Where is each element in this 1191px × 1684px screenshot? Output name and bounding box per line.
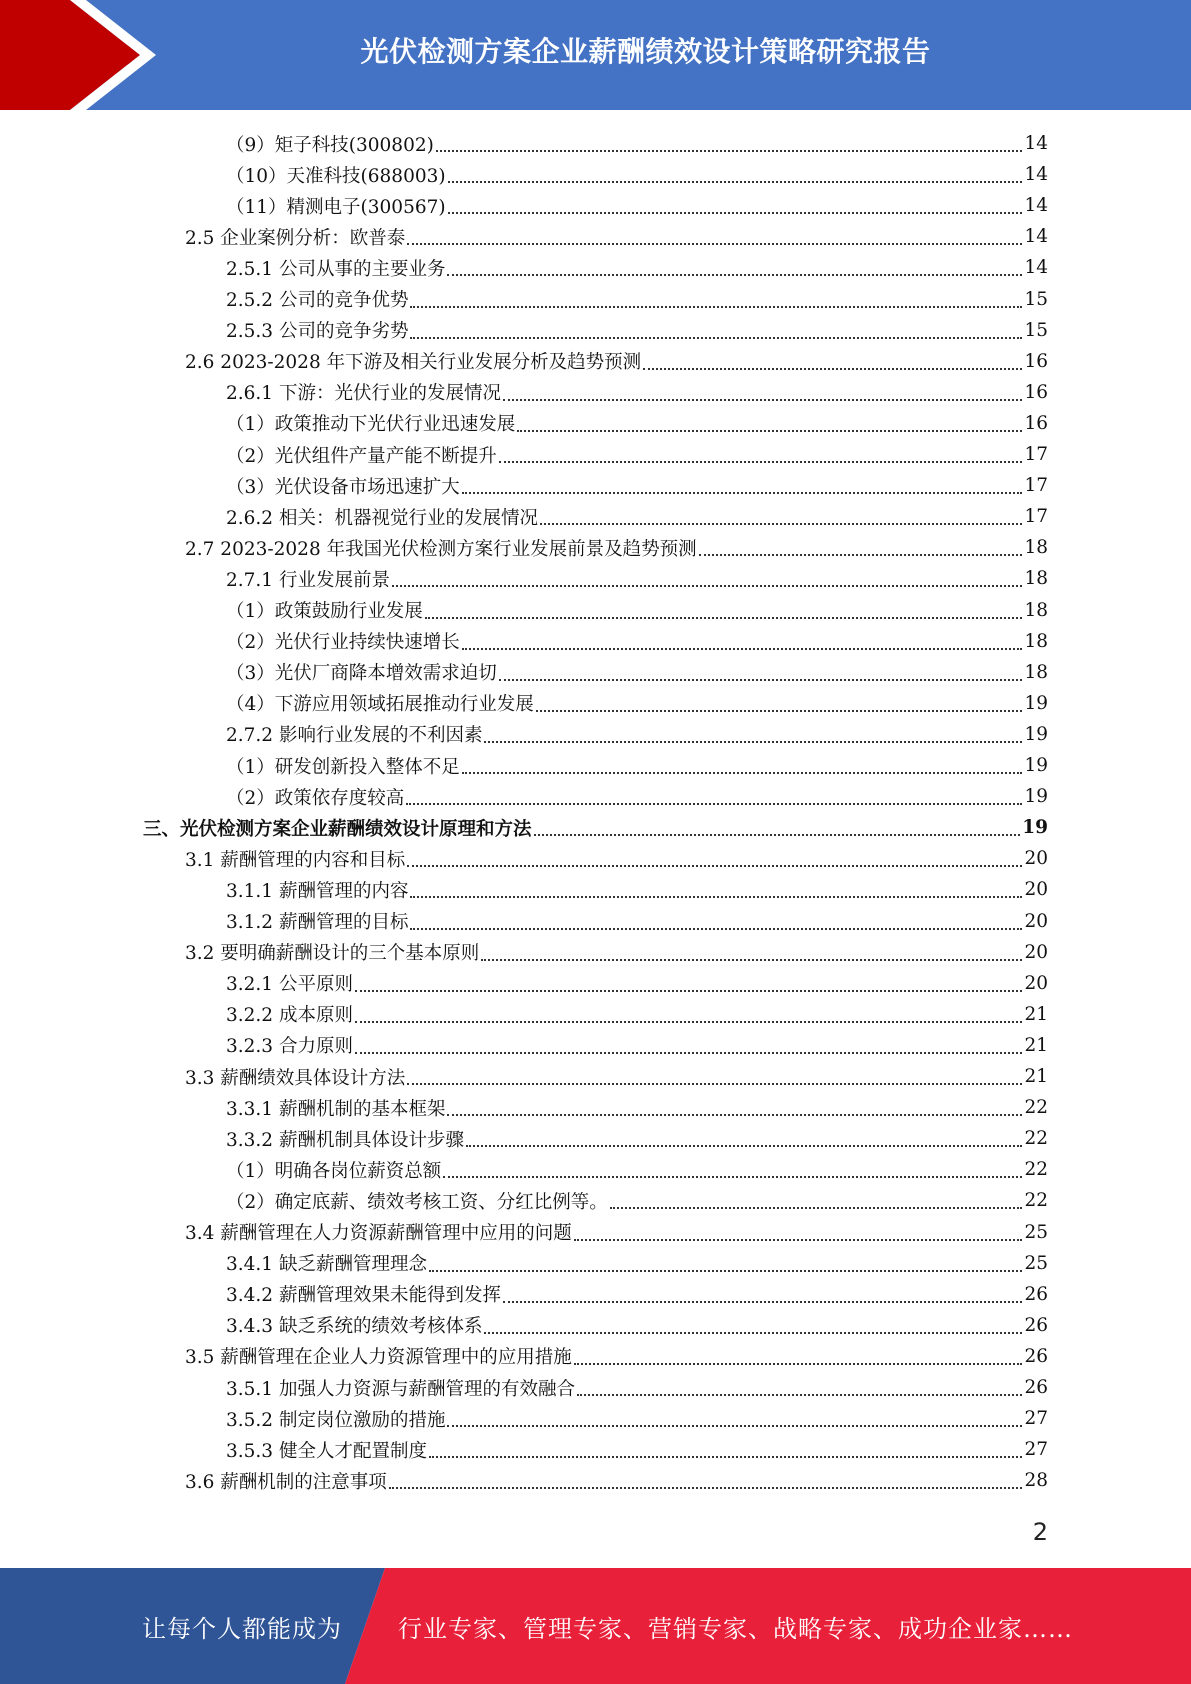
toc-entry[interactable] bbox=[226, 999, 1048, 1030]
toc-leader-dots bbox=[484, 740, 1022, 743]
toc-entry[interactable] bbox=[226, 284, 1048, 315]
toc-entry-page: 14 bbox=[1024, 195, 1048, 217]
toc-entry-title: 3.4.3 缺乏系统的绩效考核体系 bbox=[226, 1316, 483, 1338]
toc-entry-page: 15 bbox=[1024, 288, 1048, 310]
toc-entry-page: 22 bbox=[1024, 1190, 1048, 1212]
toc-entry-page: 20 bbox=[1024, 941, 1048, 963]
toc-leader-dots bbox=[406, 802, 1022, 805]
toc-leader-dots bbox=[443, 1175, 1022, 1178]
toc-entry-title: 2.6 2023-2028 年下游及相关行业发展分析及趋势预测 bbox=[185, 352, 642, 374]
toc-entry-title: 2.5.1 公司从事的主要业务 bbox=[226, 258, 446, 280]
toc-entry-title: 2.7 2023-2028 年我国光伏检测方案行业发展前景及趋势预测 bbox=[185, 538, 697, 560]
report-title: 光伏检测方案企业薪酬绩效设计策略研究报告 bbox=[360, 35, 931, 68]
toc-leader-dots bbox=[503, 1300, 1022, 1303]
toc-leader-dots bbox=[407, 242, 1022, 245]
toc-entry-page: 22 bbox=[1024, 1159, 1048, 1181]
toc-leader-dots bbox=[425, 616, 1023, 619]
toc-entry[interactable] bbox=[185, 1465, 1048, 1496]
toc-leader-dots bbox=[643, 367, 1022, 370]
toc-leader-dots bbox=[536, 709, 1023, 712]
toc-entry[interactable] bbox=[185, 1061, 1048, 1092]
toc-entry-page: 21 bbox=[1024, 1003, 1048, 1025]
toc-entry-page: 16 bbox=[1024, 381, 1048, 403]
toc-entry-title: 3.1.2 薪酬管理的目标 bbox=[226, 912, 409, 933]
toc-leader-dots bbox=[447, 273, 1022, 276]
toc-entry-title: 3.6 薪酬机制的注意事项 bbox=[185, 1471, 387, 1493]
toc-entry-page: 20 bbox=[1024, 848, 1048, 870]
toc-entry-page: 26 bbox=[1024, 1377, 1048, 1398]
toc-entry-page: 18 bbox=[1024, 599, 1048, 621]
toc-entry-page: 19 bbox=[1024, 692, 1048, 714]
toc-entry-title: 2.6.1 下游：光伏行业的发展情况 bbox=[226, 383, 501, 405]
toc-entry[interactable] bbox=[226, 874, 1048, 905]
toc-leader-dots bbox=[448, 180, 1023, 183]
toc-entry[interactable] bbox=[226, 968, 1048, 999]
toc-leader-dots bbox=[429, 1269, 1022, 1272]
toc-leader-dots bbox=[392, 584, 1022, 587]
toc-leader-dots bbox=[499, 460, 1023, 463]
toc-entry-title: 3.2.2 成本原则 bbox=[226, 1005, 353, 1027]
toc-entry[interactable] bbox=[226, 501, 1048, 532]
toc-leader-dots bbox=[410, 336, 1022, 339]
footer-slogan-left: 让每个人都能成为 bbox=[142, 1614, 342, 1643]
toc-entry-page: 18 bbox=[1024, 568, 1048, 590]
toc-entry[interactable] bbox=[226, 408, 1048, 439]
toc-entry-page: 20 bbox=[1024, 879, 1048, 901]
toc-entry-title: 3.2 要明确薪酬设计的三个基本原则 bbox=[185, 943, 480, 965]
toc-entry[interactable] bbox=[226, 1279, 1048, 1310]
toc-entry-page: 14 bbox=[1024, 226, 1048, 248]
toc-leader-dots bbox=[574, 1362, 1023, 1365]
toc-leader-dots bbox=[407, 864, 1022, 867]
toc-leader-dots bbox=[447, 1113, 1022, 1116]
toc-leader-dots bbox=[410, 927, 1022, 930]
toc-entry-page: 25 bbox=[1024, 1221, 1048, 1243]
toc-entry[interactable] bbox=[226, 563, 1048, 594]
toc-entry[interactable] bbox=[226, 1092, 1048, 1123]
toc-entry[interactable] bbox=[226, 1185, 1048, 1216]
toc-entry[interactable] bbox=[226, 315, 1048, 346]
toc-entry-page: 26 bbox=[1024, 1314, 1048, 1336]
toc-leader-dots bbox=[574, 1238, 1023, 1241]
toc-leader-dots bbox=[699, 553, 1023, 556]
page-header bbox=[0, 0, 1191, 110]
toc-leader-dots bbox=[410, 895, 1022, 898]
toc-entry[interactable] bbox=[185, 843, 1048, 874]
toc-leader-dots bbox=[355, 989, 1023, 992]
toc-leader-dots bbox=[448, 211, 1023, 214]
toc-entry-title: （2）光伏组件产量产能不断提升 bbox=[226, 445, 497, 467]
toc-entry-page: 20 bbox=[1024, 972, 1048, 994]
toc-entry-page: 18 bbox=[1024, 661, 1048, 683]
toc-leader-dots bbox=[466, 1144, 1022, 1147]
toc-entry-title: （1）研发创新投入整体不足 bbox=[226, 756, 460, 778]
toc-entry[interactable] bbox=[185, 221, 1048, 252]
toc-leader-dots bbox=[389, 1486, 1023, 1489]
toc-entry[interactable] bbox=[226, 1434, 1048, 1465]
toc-leader-dots bbox=[462, 771, 1023, 774]
toc-leader-dots bbox=[462, 491, 1023, 494]
toc-entry-page: 15 bbox=[1024, 319, 1048, 341]
toc-entry-title: （10）天准科技(688003) bbox=[226, 165, 446, 187]
toc-entry-page: 19 bbox=[1024, 723, 1048, 745]
toc-entry-title: 3.3.2 薪酬机制具体设计步骤 bbox=[226, 1129, 464, 1151]
toc-entry[interactable] bbox=[185, 532, 1048, 563]
toc-entry-page: 26 bbox=[1024, 1345, 1048, 1367]
toc-entry-page: 21 bbox=[1024, 1066, 1048, 1087]
toc-leader-dots bbox=[577, 1393, 1022, 1396]
toc-entry-page: 19 bbox=[1024, 755, 1048, 776]
toc-entry-title: 3.5.3 健全人才配置制度 bbox=[226, 1440, 427, 1462]
toc-entry-title: 三、光伏检测方案企业薪酬绩效设计原理和方法 bbox=[143, 818, 532, 840]
toc-leader-dots bbox=[436, 149, 1023, 152]
toc-entry[interactable] bbox=[226, 1154, 1048, 1185]
toc-leader-dots bbox=[429, 1455, 1022, 1458]
toc-entry-page: 26 bbox=[1024, 1283, 1048, 1305]
toc-entry[interactable] bbox=[226, 657, 1048, 688]
toc-entry-title: 2.7.1 行业发展前景 bbox=[226, 569, 390, 591]
toc-entry[interactable] bbox=[226, 595, 1048, 626]
toc-entry-title: 3.5.2 制定岗位激励的措施 bbox=[226, 1409, 446, 1431]
toc-entry-title: （2）政策依存度较高 bbox=[226, 787, 405, 809]
toc-entry[interactable] bbox=[226, 750, 1048, 781]
toc-entry-page: 14 bbox=[1024, 257, 1048, 279]
toc-entry[interactable] bbox=[226, 439, 1048, 470]
toc-entry-title: 3.1 薪酬管理的内容和目标 bbox=[185, 849, 406, 871]
toc-entry-title: 2.6.2 相关：机器视觉行业的发展情况 bbox=[226, 507, 538, 529]
toc-entry-title: （9）矩子科技(300802) bbox=[226, 134, 434, 156]
toc-entry[interactable] bbox=[226, 719, 1048, 750]
toc-entry-page: 18 bbox=[1024, 537, 1048, 559]
toc-entry[interactable] bbox=[226, 906, 1048, 937]
toc-entry-page: 20 bbox=[1024, 910, 1048, 932]
toc-leader-dots bbox=[355, 1051, 1023, 1054]
toc-entry[interactable] bbox=[226, 377, 1048, 408]
toc-entry[interactable] bbox=[185, 1217, 1048, 1248]
toc-entry-page: 28 bbox=[1024, 1470, 1048, 1492]
toc-leader-dots bbox=[355, 1020, 1023, 1023]
toc-entry-title: 3.4.1 缺乏薪酬管理理念 bbox=[226, 1254, 427, 1276]
toc-entry[interactable] bbox=[226, 688, 1048, 719]
toc-entry-page: 22 bbox=[1024, 1128, 1048, 1150]
toc-entry-title: 2.7.2 影响行业发展的不利因素 bbox=[226, 725, 483, 747]
toc-entry-title: （2）确定底薪、绩效考核工资、分红比例等。 bbox=[226, 1191, 608, 1213]
toc-entry-title: （3）光伏设备市场迅速扩大 bbox=[226, 476, 460, 498]
footer-slogan-right: 行业专家、管理专家、营销专家、战略专家、成功企业家…… bbox=[398, 1614, 1073, 1643]
toc-entry-page: 21 bbox=[1024, 1034, 1048, 1056]
toc-entry-page: 17 bbox=[1024, 506, 1048, 528]
toc-entry-title: 3.2.3 合力原则 bbox=[226, 1036, 353, 1058]
toc-entry-title: 3.3 薪酬绩效具体设计方法 bbox=[185, 1067, 406, 1089]
toc-entry-page: 16 bbox=[1024, 412, 1048, 434]
toc-entry[interactable] bbox=[226, 470, 1048, 501]
toc-entry[interactable] bbox=[185, 937, 1048, 968]
toc-entry-title: （1）政策鼓励行业发展 bbox=[226, 601, 423, 622]
toc-entry[interactable] bbox=[143, 812, 1048, 843]
toc-entry[interactable] bbox=[185, 1341, 1048, 1372]
toc-entry-title: 3.5.1 加强人力资源与薪酬管理的有效融合 bbox=[226, 1378, 575, 1400]
toc-entry-title: 2.5.3 公司的竞争劣势 bbox=[226, 321, 409, 343]
toc-entry-title: 3.5 薪酬管理在企业人力资源管理中的应用措施 bbox=[185, 1347, 572, 1369]
toc-leader-dots bbox=[503, 398, 1022, 401]
page-number: 2 bbox=[1032, 1518, 1048, 1546]
toc-entry-page: 25 bbox=[1024, 1252, 1048, 1274]
toc-leader-dots bbox=[517, 429, 1022, 432]
toc-leader-dots bbox=[484, 1331, 1022, 1334]
toc-entry[interactable] bbox=[226, 190, 1048, 221]
toc-leader-dots bbox=[540, 522, 1022, 525]
toc-entry[interactable] bbox=[226, 1310, 1048, 1341]
toc-entry[interactable] bbox=[226, 1030, 1048, 1061]
toc-entry-page: 16 bbox=[1024, 350, 1048, 372]
toc-entry[interactable] bbox=[226, 128, 1048, 159]
toc-entry[interactable] bbox=[226, 781, 1048, 812]
toc-entry-page: 17 bbox=[1024, 475, 1048, 497]
toc-entry[interactable] bbox=[226, 1372, 1048, 1403]
toc-entry-title: 3.4 薪酬管理在人力资源薪酬管理中应用的问题 bbox=[185, 1223, 572, 1244]
toc-entry-title: 3.2.1 公平原则 bbox=[226, 974, 353, 996]
toc-entry-page: 19 bbox=[1024, 786, 1048, 808]
toc-entry-title: 3.1.1 薪酬管理的内容 bbox=[226, 880, 409, 902]
toc-entry-title: （2）光伏行业持续快速增长 bbox=[226, 632, 460, 654]
toc-entry-title: 2.5 企业案例分析：欧普泰 bbox=[185, 227, 406, 249]
toc-entry[interactable] bbox=[226, 252, 1048, 283]
toc-entry[interactable] bbox=[226, 626, 1048, 657]
toc-entry-title: 3.3.1 薪酬机制的基本框架 bbox=[226, 1098, 446, 1120]
toc-entry[interactable] bbox=[226, 159, 1048, 190]
toc-entry-title: 2.5.2 公司的竞争优势 bbox=[226, 290, 409, 311]
toc-entry-page: 22 bbox=[1024, 1097, 1048, 1119]
toc-entry-page: 18 bbox=[1024, 630, 1048, 652]
toc-entry-page: 14 bbox=[1024, 164, 1048, 186]
toc-entry[interactable] bbox=[226, 1248, 1048, 1279]
toc-entry[interactable] bbox=[226, 1123, 1048, 1154]
toc-leader-dots bbox=[481, 958, 1022, 961]
toc-entry-page: 27 bbox=[1024, 1408, 1048, 1430]
toc-leader-dots bbox=[534, 833, 1021, 836]
toc-entry-title: （3）光伏厂商降本增效需求迫切 bbox=[226, 663, 497, 685]
toc-entry-title: （4）下游应用领域拓展推动行业发展 bbox=[226, 694, 534, 716]
toc-entry-title: 3.4.2 薪酬管理效果未能得到发挥 bbox=[226, 1285, 501, 1307]
toc-entry-title: （1）政策推动下光伏行业迅速发展 bbox=[226, 414, 516, 436]
toc-leader-dots bbox=[610, 1206, 1023, 1209]
toc-entry[interactable] bbox=[185, 346, 1048, 377]
toc-leader-dots bbox=[462, 647, 1023, 650]
toc-entry-page: 14 bbox=[1024, 133, 1048, 154]
toc-entry-page: 27 bbox=[1024, 1439, 1048, 1461]
toc-leader-dots bbox=[410, 305, 1022, 308]
toc-leader-dots bbox=[447, 1424, 1022, 1427]
toc-leader-dots bbox=[499, 678, 1023, 681]
toc-entry-title: （11）精测电子(300567) bbox=[226, 196, 446, 218]
toc-leader-dots bbox=[407, 1082, 1022, 1085]
page-footer bbox=[0, 1568, 1191, 1684]
toc-entry[interactable] bbox=[226, 1403, 1048, 1434]
toc-entry-page: 17 bbox=[1024, 444, 1048, 465]
toc-entry-title: （1）明确各岗位薪资总额 bbox=[226, 1160, 442, 1182]
toc-entry-page: 19 bbox=[1022, 817, 1048, 839]
